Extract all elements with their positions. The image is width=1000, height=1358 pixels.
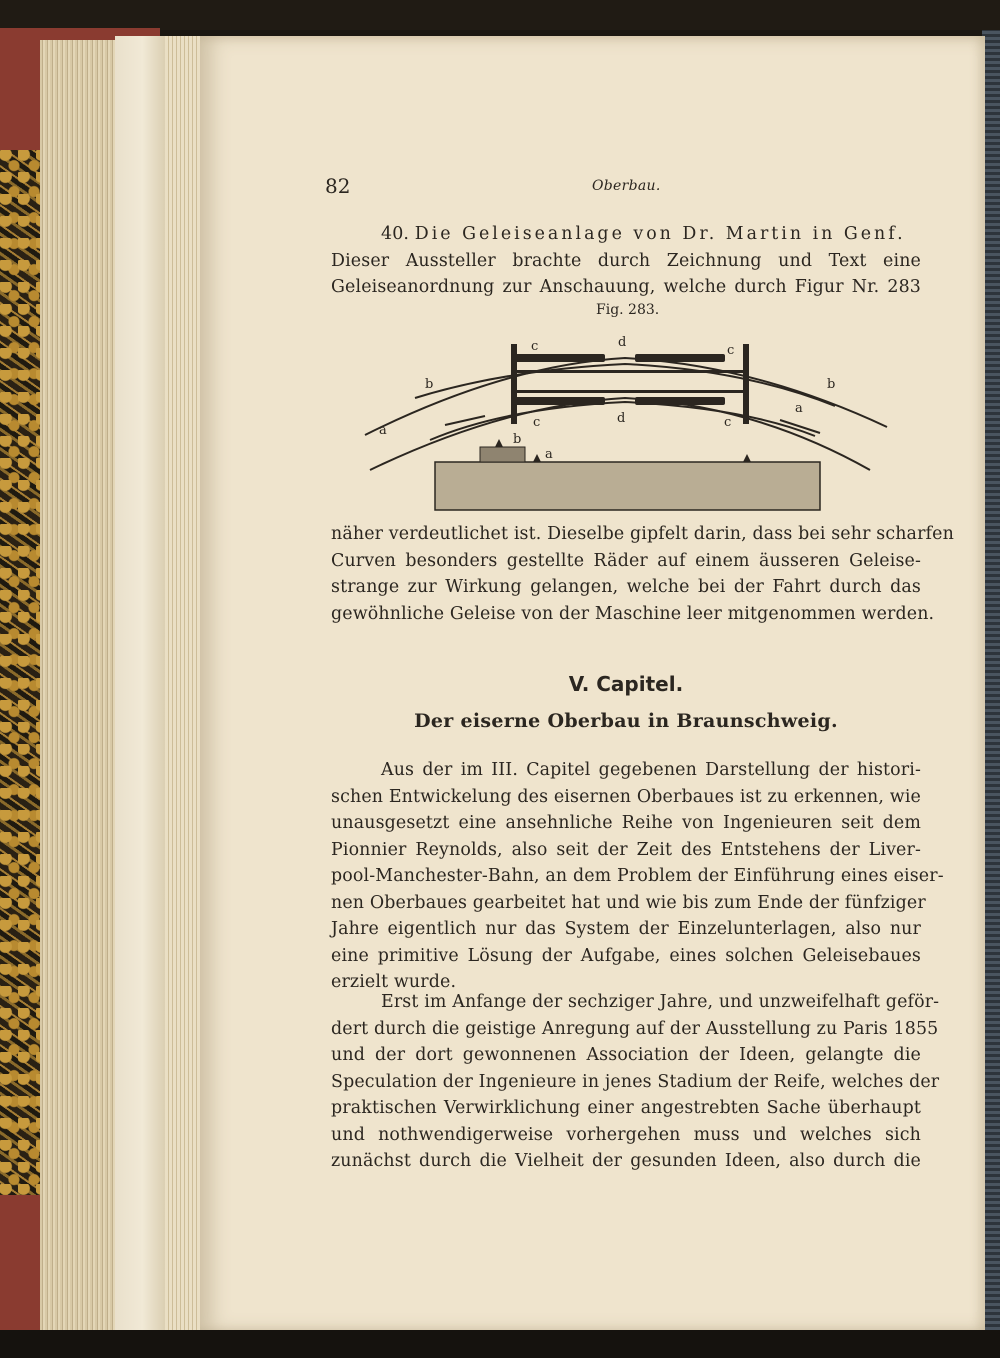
section-title	[331, 221, 921, 248]
text-line: Aus der im III. Capitel gegebenen Darstellung der histori-	[381, 760, 921, 780]
axle-frame-left	[511, 344, 517, 424]
marbled-cover	[0, 150, 42, 1200]
section-number: 40.	[381, 224, 410, 244]
text-line: praktischen Verwirklichung einer angestrebten Sache überhaupt	[331, 1098, 921, 1118]
text-line: näher verdeutlichet ist. Dieselbe gipfelt darin, dass bei sehr scharfen	[331, 524, 954, 544]
text-line: Pionnier Reynolds, also seit der Zeit des Entstehens der Liver-	[331, 839, 921, 860]
page-number: 82	[325, 174, 351, 198]
text-line: und nothwendigerweise vorhergehen muss und welches sich	[331, 1124, 921, 1145]
text-line: Geleiseanordnung zur Anschauung, welche durch Figur Nr. 283	[331, 277, 921, 297]
wheel-top-left	[515, 354, 605, 362]
text-line: schen Entwickelung des eisernen Oberbaues ist zu erkennen, wie	[331, 786, 921, 807]
text-line: Dieser Aussteller brachte durch Zeichnung und Text eine	[331, 250, 921, 271]
sleeper-block	[480, 447, 525, 462]
section-title-text: Die Geleiseanlage von Dr. Martin in Genf.	[414, 224, 906, 244]
text-line: Erst im Anfange der sechziger Jahre, und unzweifelhaft geför-	[381, 992, 940, 1012]
ballast-bed	[435, 462, 820, 510]
label-d-bottom: d	[617, 411, 626, 426]
text-line: erzielt wurde.	[331, 972, 457, 992]
book-cover-cloth-bottom	[0, 1195, 42, 1335]
wheel-bottom-left	[515, 397, 605, 405]
running-head: Oberbau.	[592, 178, 661, 194]
text-line: pool-Manchester-Bahn, an dem Problem der Einführung eines eiser-	[331, 866, 944, 886]
top-shadow	[0, 0, 1000, 30]
label-a-left: a	[379, 423, 387, 438]
paragraph-1	[331, 757, 944, 996]
axle-frame-right	[743, 344, 749, 424]
label-b-left: b	[425, 377, 434, 392]
paragraph-2	[331, 989, 940, 1175]
label-c-bottom-right: c	[724, 415, 732, 430]
chapter-title: Der eiserne Oberbau in Braunschweig.	[414, 710, 838, 732]
label-c-top-left: c	[531, 339, 539, 354]
text-line: und der dort gewonnenen Association der Ideen, gelangte die	[331, 1045, 921, 1065]
embankment-section	[435, 439, 820, 510]
text-line: strange zur Wirkung gelangen, welche bei der Fahrt durch das	[331, 577, 921, 597]
text-line: unausgesetzt eine ansehnliche Reihe von Ingenieuren seit dem	[331, 813, 921, 833]
label-c-bottom-left: c	[533, 415, 541, 430]
label-a-right: a	[795, 401, 803, 416]
section-40-continuation	[331, 521, 954, 627]
text-line: eine primitive Lösung der Aufgabe, eines solchen Geleisebaues	[331, 945, 921, 966]
text-line: Speculation der Ingenieure in jenes Stadium der Reife, welches der	[331, 1071, 940, 1092]
section-40-intro	[331, 221, 921, 301]
rail-profiles	[495, 439, 751, 462]
wheel-top-right	[635, 354, 725, 362]
bottom-shadow	[0, 1330, 1000, 1358]
label-c-top-right: c	[727, 343, 735, 358]
label-a-cross: a	[545, 447, 553, 462]
chapter-number: V. Capitel.	[568, 672, 684, 696]
book-gutter	[115, 36, 170, 1331]
figure-283-drawing	[355, 330, 895, 515]
label-b-cross: b	[513, 432, 522, 447]
text-line: dert durch die geistige Anregung auf der Ausstellung zu Paris 1855	[331, 1018, 939, 1039]
figure-caption: Fig. 283.	[596, 302, 660, 318]
frame-bar-upper	[511, 370, 749, 373]
left-page-edges	[40, 40, 120, 1330]
wheel-bottom-right	[635, 397, 725, 405]
text-line: nen Oberbaues gearbeitet hat und wie bis zum Ende der fünfziger	[331, 892, 926, 913]
label-b-right: b	[827, 377, 836, 392]
text-line: gewöhnliche Geleise von der Maschine leer mitgenommen werden.	[331, 603, 935, 624]
wheel-group	[511, 344, 749, 424]
text-line: zunächst durch die Vielheit der gesunden Ideen, also durch die	[331, 1151, 921, 1171]
frame-bar-lower	[511, 390, 749, 393]
label-d-top: d	[618, 335, 627, 350]
text-line: Jahre eigentlich nur das System der Einzelunterlagen, also nur	[331, 919, 921, 939]
text-line: Curven besonders gestellte Räder auf einem äusseren Geleise-	[331, 550, 921, 571]
